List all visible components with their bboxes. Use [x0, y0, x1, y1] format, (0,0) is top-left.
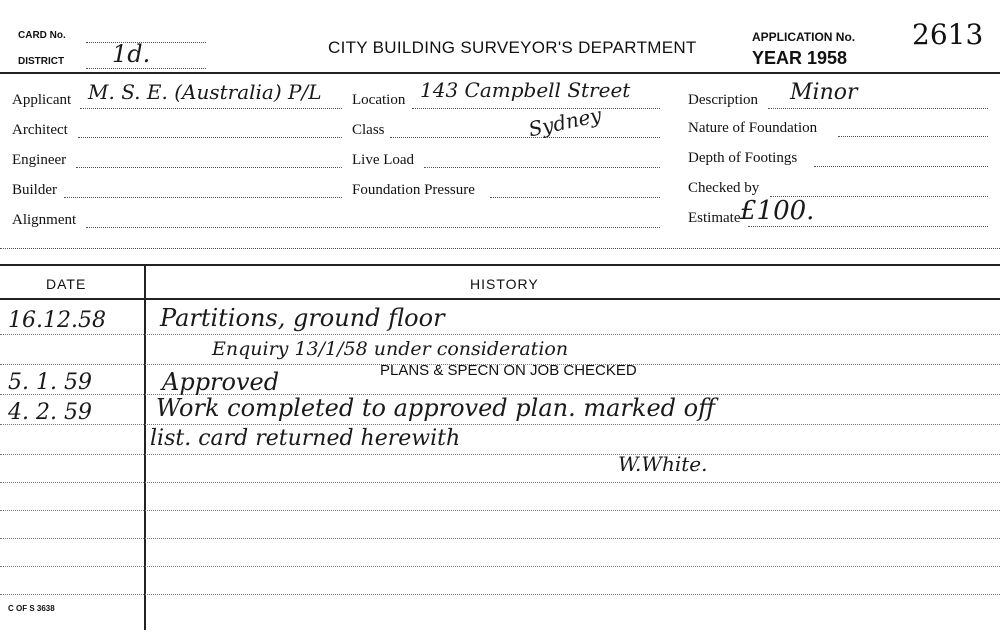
- fields-bottom-dots: [0, 248, 1000, 249]
- ruled-line: [0, 538, 1000, 539]
- nature-of-foundation-label: Nature of Foundation: [688, 120, 818, 136]
- history-top-rule: [0, 264, 1000, 266]
- architect-label: Architect: [12, 122, 68, 138]
- history-stamp: PLANS & SPECN ON JOB CHECKED: [380, 362, 637, 379]
- history-date: 4. 2. 59: [8, 400, 92, 425]
- alignment-label: Alignment: [12, 212, 77, 228]
- history-text: Approved: [162, 368, 280, 396]
- history-text: Enquiry 13/1/58 under consideration: [212, 338, 569, 360]
- ruled-line: [0, 510, 1000, 511]
- architect-line: [78, 137, 342, 138]
- history-header: HISTORY: [470, 276, 539, 292]
- ruled-line: [0, 424, 1000, 425]
- description-line: [768, 108, 988, 109]
- history-text: Work completed to approved plan. marked off: [156, 394, 716, 422]
- ruled-line: [0, 482, 1000, 483]
- district-label: DISTRICT: [18, 56, 65, 67]
- estimate-value: £100.: [740, 196, 815, 226]
- history-text: Partitions, ground floor: [160, 304, 445, 332]
- description-label: Description: [688, 92, 758, 108]
- checked-by-label: Checked by: [688, 180, 760, 196]
- history-date: 16.12.58: [8, 308, 106, 333]
- form-number: C OF S 3638: [8, 604, 55, 613]
- depth-of-footings-line: [814, 166, 988, 167]
- nature-of-foundation-line: [838, 136, 988, 137]
- location-value: 143 Campbell Street: [420, 78, 631, 102]
- application-number: 2613: [912, 18, 984, 51]
- builder-label: Builder: [12, 182, 57, 198]
- engineer-line: [76, 167, 342, 168]
- year-label: YEAR 1958: [752, 48, 848, 68]
- location-label: Location: [352, 92, 406, 108]
- class-label: Class: [352, 122, 385, 138]
- live-load-label: Live Load: [352, 152, 415, 168]
- date-column-divider: [144, 266, 146, 630]
- district-line: [86, 68, 206, 69]
- department-title: CITY BUILDING SURVEYOR'S DEPARTMENT: [328, 38, 697, 57]
- location-value-line2: Sydney: [526, 102, 604, 142]
- district-value: 1d.: [112, 40, 151, 68]
- estimate-line: [748, 226, 988, 227]
- live-load-line: [424, 167, 660, 168]
- estimate-label: Estimate: [688, 210, 741, 226]
- history-signature: W.White.: [618, 452, 708, 476]
- foundation-pressure-label: Foundation Pressure: [352, 182, 475, 198]
- builder-line: [64, 197, 342, 198]
- header-divider: [0, 72, 1000, 74]
- application-no-label: APPLICATION No.: [752, 30, 856, 44]
- card-no-label: CARD No.: [18, 30, 66, 41]
- ruled-line: [0, 566, 1000, 567]
- history-header-rule: [0, 298, 1000, 300]
- applicant-value: M. S. E. (Australia) P/L: [88, 80, 322, 104]
- ruled-line: [0, 594, 1000, 595]
- date-header: DATE: [46, 276, 87, 292]
- depth-of-footings-label: Depth of Footings: [688, 150, 798, 166]
- location-line: [412, 108, 660, 109]
- applicant-label: Applicant: [12, 92, 72, 108]
- history-text: list. card returned herewith: [150, 426, 461, 451]
- alignment-line: [86, 227, 660, 228]
- foundation-pressure-line: [490, 197, 660, 198]
- applicant-line: [80, 108, 342, 109]
- description-value: Minor: [790, 80, 858, 105]
- class-line: [390, 137, 660, 138]
- history-date: 5. 1. 59: [8, 370, 92, 395]
- engineer-label: Engineer: [12, 152, 67, 168]
- ruled-line: [0, 454, 1000, 455]
- ruled-line: [0, 334, 1000, 335]
